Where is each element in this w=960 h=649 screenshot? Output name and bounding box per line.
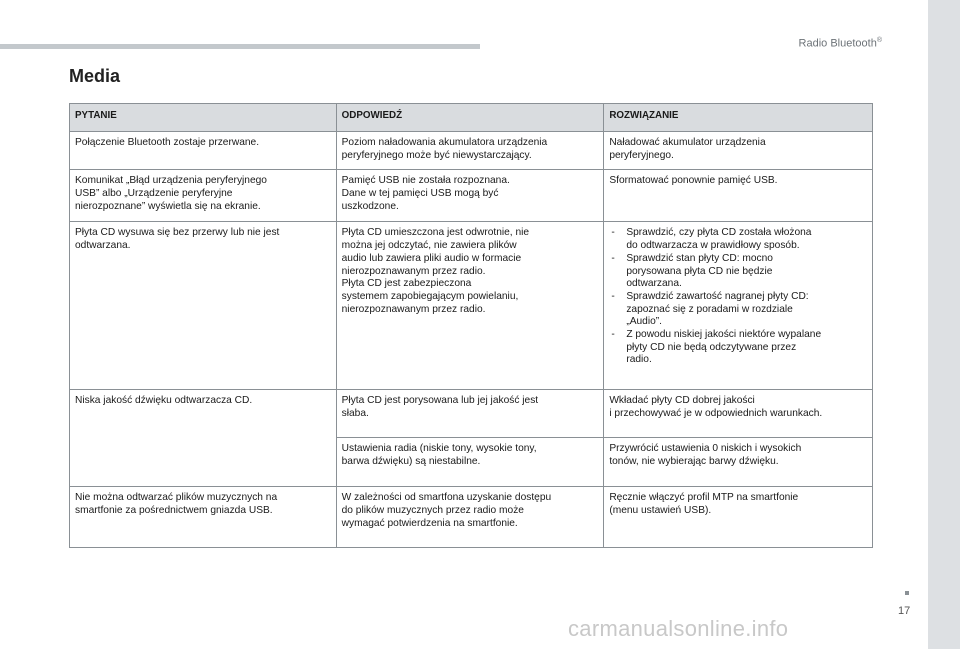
faq-table [69, 103, 873, 548]
question-cell: Nie można odtwarzać plików muzycznych na smartfonie za pośrednictwem gniazda USB. [70, 487, 337, 548]
page-marker [905, 591, 909, 595]
table-header-row [70, 104, 873, 132]
answer-cell: Pamięć USB nie została rozpoznana. Dane w tej pamięci USB mogą być uszkodzone. [336, 170, 604, 222]
solution-cell: Wkładać płyty CD dobrej jakości i przechowywać je w odpowiednich warunkach. [604, 390, 873, 438]
solution-list-item: - Sprawdzić zawartość nagranej płyty CD: zapoznać się z poradami w rozdziale „Audio”. [609, 291, 866, 329]
question-cell: Płyta CD wysuwa się bez przerwy lub nie jest odtwarzana. [70, 222, 337, 390]
solution-cell: Sformatować ponownie pamięć USB. [604, 170, 873, 222]
solution-list [609, 227, 866, 367]
top-rule [0, 44, 480, 49]
header-question: PYTANIE [70, 104, 337, 132]
table-row [70, 390, 873, 438]
header-answer: ODPOWIEDŹ [336, 104, 604, 132]
section-title: Media [69, 66, 121, 86]
answer-cell: W zależności od smartfona uzyskanie dostępu do plików muzycznych przez radio może wymagać potwierdzenia na smartfonie. [336, 487, 604, 548]
solution-cell [604, 222, 873, 390]
watermark: carmanualsonline.info [568, 616, 789, 641]
answer-cell: Poziom naładowania akumulatora urządzenia peryferyjnego może być niewystarczający. [336, 132, 604, 170]
solution-cell: Naładować akumulator urządzenia peryferyjnego. [604, 132, 873, 170]
solution-list-item: - Sprawdzić stan płyty CD: mocno porysowana płyta CD nie będzie odtwarzana. [609, 253, 866, 291]
solution-list-item: - Z powodu niskiej jakości niektóre wypalane płyty CD nie będą odczytywane przez radio. [609, 329, 866, 367]
solution-list-item: - Sprawdzić, czy płyta CD została włożona do odtwarzacza w prawidłowy sposób. [609, 227, 866, 252]
page-side-bar [928, 0, 960, 649]
answer-cell: Płyta CD jest porysowana lub jej jakość jest słaba. [336, 390, 604, 438]
running-header [799, 37, 882, 50]
question-cell: Niska jakość dźwięku odtwarzacza CD. [70, 390, 337, 487]
question-cell: Połączenie Bluetooth zostaje przerwane. [70, 132, 337, 170]
question-cell: Komunikat „Błąd urządzenia peryferyjnego USB” albo „Urządzenie peryferyjne nierozpoznane” wyświetla się na ekranie. [70, 170, 337, 222]
table-row [70, 487, 873, 548]
table-row [70, 170, 873, 222]
table-row [70, 222, 873, 390]
page-number: 17 [898, 605, 911, 617]
answer-cell: Ustawienia radia (niskie tony, wysokie tony, barwa dźwięku) są niestabilne. [336, 438, 604, 487]
header-solution: ROZWIĄZANIE [604, 104, 873, 132]
registered-mark: ® [876, 37, 882, 44]
answer-cell: Płyta CD umieszczona jest odwrotnie, nie można jej odczytać, nie zawiera plików audio lub zawiera pliki audio w formacie nierozpoznawanym przez radio. Płyta CD jest zabezpieczona systemem zapobiegającym powielaniu, nierozpoznawanym przez radio. [336, 222, 604, 390]
solution-cell: Ręcznie włączyć profil MTP na smartfonie (menu ustawień USB). [604, 487, 873, 548]
solution-cell: Przywrócić ustawienia 0 niskich i wysokich tonów, nie wybierając barwy dźwięku. [604, 438, 873, 487]
running-header-text: Radio Bluetooth [798, 37, 877, 50]
table-row [70, 132, 873, 170]
